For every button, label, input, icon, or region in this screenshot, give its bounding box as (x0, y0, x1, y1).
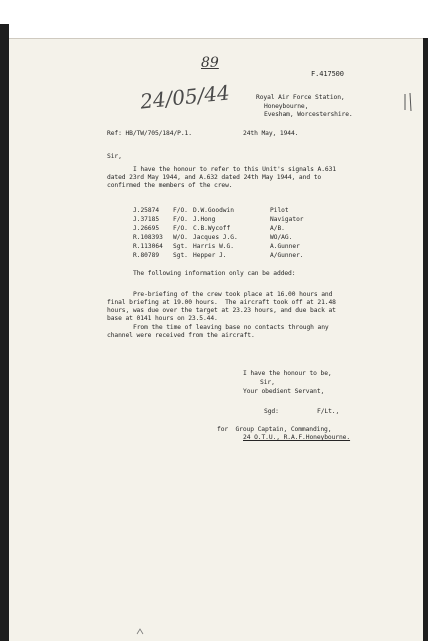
crew-role: WO/AG. (270, 234, 293, 241)
crew-name: Jacques J.G. (193, 234, 238, 241)
rank: W/O. (173, 234, 188, 241)
reference-line: Ref: HB/TW/705/184/P.1. (107, 130, 192, 137)
service-number: R.80789 (133, 252, 160, 259)
para1-line-3: confirmed the members of the crew. (107, 182, 233, 189)
crew-name: Harris W.G. (193, 243, 234, 250)
para2-line-3: hours, was due over the target at 23.23 hours, and due back at (107, 307, 336, 314)
salutation: Sir, (107, 153, 122, 160)
handwritten-file-number: 89 (201, 55, 219, 71)
para3-line-1: From the time of leaving base no contacts through any (133, 324, 329, 331)
reference-number: F.417500 (311, 70, 344, 78)
service-number: R.113064 (133, 243, 163, 250)
rank: Sgt. (173, 252, 188, 259)
crew-name: D.W.Goodwin (193, 207, 234, 214)
info-line: The following information only can be added: (133, 270, 296, 277)
dark-border (0, 24, 9, 44)
station-line-3: Evesham, Worcestershire. (264, 111, 353, 118)
closing-line-3: Your obedient Servant, (243, 388, 325, 395)
page-top-edge (0, 0, 428, 38)
crew-name: Hepper J. (193, 252, 227, 259)
crew-name: J.Hong (193, 216, 216, 223)
para2-line-4: base at 0141 hours on 23.5.44. (107, 315, 218, 322)
closing-line-2: Sir, (260, 379, 275, 386)
margin-pencil-mark (402, 92, 414, 112)
crew-name: C.B.Wycoff (193, 225, 231, 232)
closing-line-1: I have the honour to be, (243, 370, 332, 377)
service-number: J.26695 (133, 225, 160, 232)
para2-line-2: final briefing at 19.00 hours. The aircraft took off at 21.48 (107, 299, 336, 306)
letter-date: 24th May, 1944. (243, 130, 299, 137)
crew-role: A.Gunner (270, 243, 300, 250)
signatory-rank: F/Lt., (317, 408, 340, 415)
for-line: for Group Captain, Commanding, (217, 426, 332, 433)
service-number: R.108393 (133, 234, 163, 241)
unit-line: 24 O.T.U., R.A.F.Honeybourne. (243, 434, 351, 441)
crew-role: A/Gunner. (270, 252, 304, 259)
stray-mark (135, 628, 145, 636)
para1-line-1: I have the honour to refer to this Unit's signals A.631 (133, 166, 337, 173)
station-line-2: Honeybourne, (264, 103, 309, 110)
rank: F/O. (173, 216, 188, 223)
para3-line-2: channel were received from the aircraft. (107, 332, 255, 339)
signed-label: Sgd: (264, 408, 279, 415)
rank: F/O. (173, 225, 188, 232)
service-number: J.25874 (133, 207, 160, 214)
service-number: J.37185 (133, 216, 160, 223)
rank: Sgt. (173, 243, 188, 250)
crew-role: Pilot (270, 207, 289, 214)
para1-line-2: dated 23rd May 1944, and A.632 dated 24th May 1944, and to (107, 174, 322, 181)
para2-line-1: Pre-briefing of the crew took place at 16.00 hours and (133, 291, 333, 298)
crew-role: A/B. (270, 225, 285, 232)
crew-role: Navigator (270, 216, 304, 223)
station-line-1: Royal Air Force Station, (256, 94, 345, 101)
rank: F/O. (173, 207, 188, 214)
handwritten-date: 24/05/44 (138, 80, 231, 114)
